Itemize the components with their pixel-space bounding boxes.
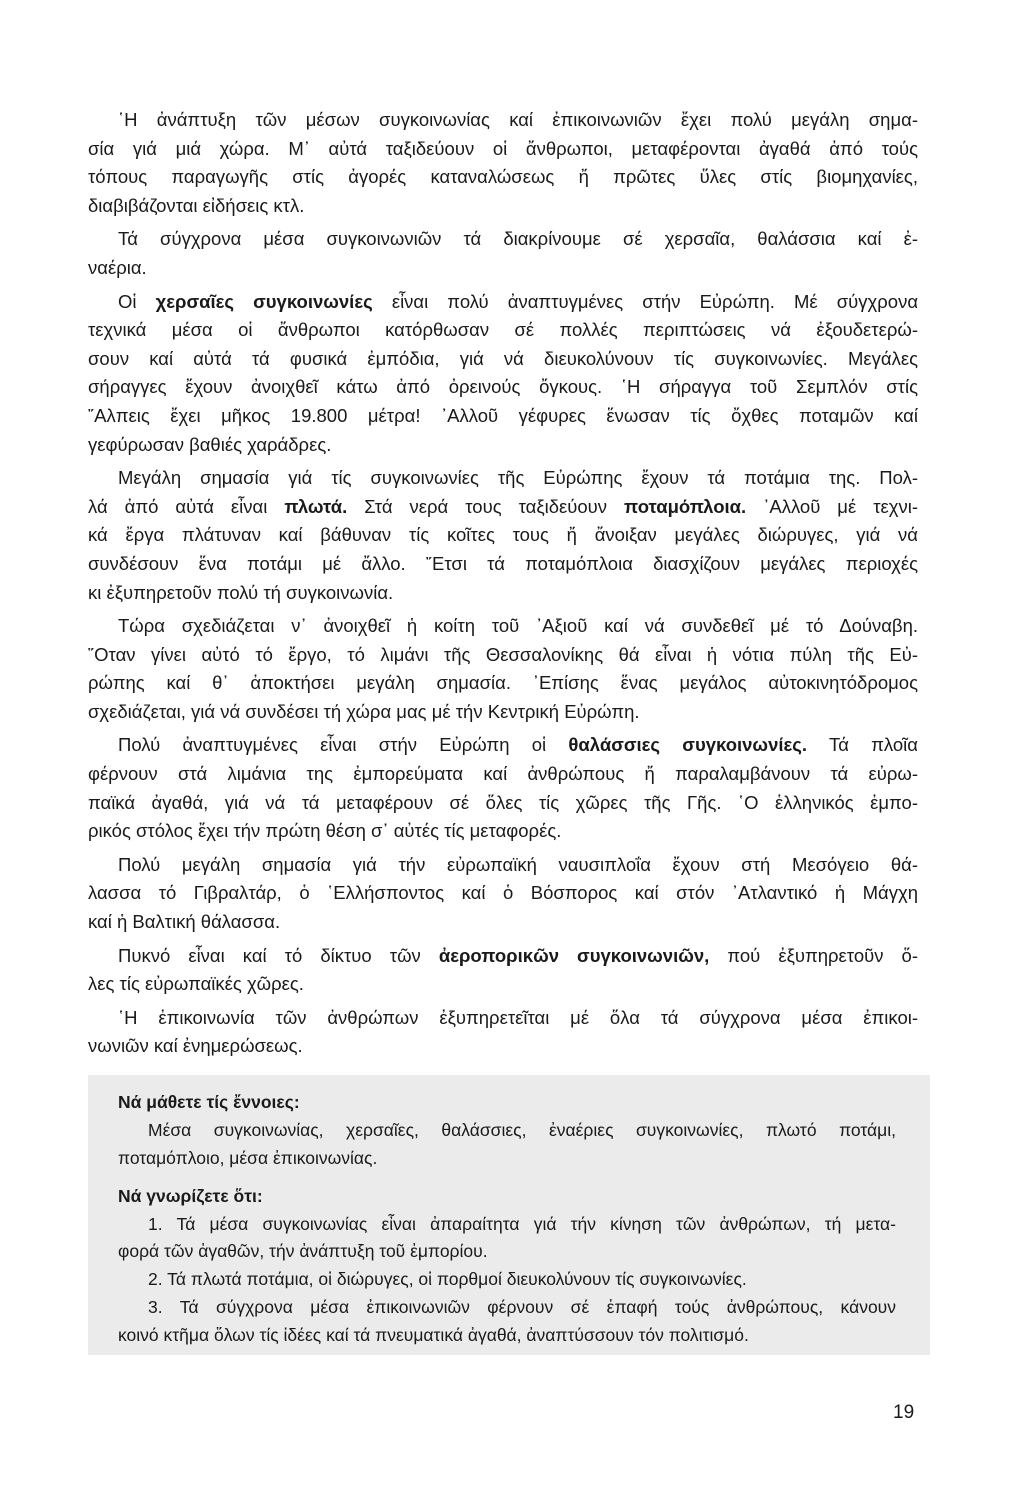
bold-term: πλωτά. [284, 495, 348, 517]
text-run: ναέρια. [88, 256, 147, 278]
text-line [88, 431, 918, 460]
know-that-heading: Νά γνωρίζετε ὅτι: [118, 1185, 263, 1206]
text-line [88, 464, 918, 493]
text-line [88, 612, 918, 641]
text-run: φορά τῶν ἀγαθῶν, τήν ἀνάπτυξη τοῦ ἐμπορίου. [118, 1241, 488, 1262]
text-run: νωνιῶν καί ἐνημερώσεως. [88, 1035, 303, 1057]
paragraph [88, 106, 918, 220]
text-run: ῎Αλπεις ἔχει μῆκος 19.800 μέτρα! ᾿Αλλοῦ γέφυρες ἕνωσαν τίς ὄχθες ποταμῶν καί [88, 404, 918, 426]
text-run: διαβιβάζονται εἰδήσεις κτλ. [88, 194, 305, 216]
text-line [118, 1211, 896, 1239]
text-line [88, 908, 918, 937]
text-line [88, 163, 918, 192]
text-line [118, 1238, 896, 1266]
text-run: σχεδιάζεται, γιά νά συνδέσει τή χώρα μας μέ τήν Κεντρική Εὐρώπη. [88, 700, 640, 722]
text-run: ᾿Αλλοῦ μέ τεχνι- [746, 495, 918, 517]
text-run: καί ἡ Βαλτική θάλασσα. [88, 911, 281, 933]
text-line [88, 698, 918, 727]
text-line [88, 942, 918, 971]
text-line [118, 1294, 896, 1322]
text-run: Πολύ ἀναπτυγμένες εἶναι στήν Εὐρώπη οἱ [118, 734, 569, 756]
paragraph [88, 464, 918, 607]
text-line [118, 1117, 896, 1145]
text-line [88, 879, 918, 908]
body-text [88, 106, 918, 1066]
text-line [88, 493, 918, 522]
know-that-list [118, 1211, 896, 1350]
text-line [88, 1032, 918, 1061]
text-run: Μεγάλη σημασία γιά τίς συγκοινωνίες τῆς Εὐρώπης ἔχουν τά ποτάμια της. Πολ- [118, 467, 918, 489]
text-run: ποταμόπλοιο, μέσα ἐπικοινωνίας. [118, 1147, 378, 1168]
learn-concepts-heading: Νά μάθετε τίς ἔννοιες: [118, 1092, 300, 1112]
text-run: εἶναι πολύ ἀναπτυγμένες στήν Εὐρώπη. Μέ σύγχρονα [372, 290, 919, 312]
bold-term: ἀεροπορικῶν συγκοινωνιῶν, [438, 944, 710, 966]
page-number: 19 [893, 1402, 915, 1423]
text-line [88, 731, 918, 760]
text-run: παϊκά ἀγαθά, γιά νά τά μεταφέρουν σέ ὅλες τίς χῶρες τῆς Γῆς. ῾Ο ἑλληνικός ἐμπο- [88, 791, 918, 813]
text-run: ρικός στόλος ἔχει τήν πρώτη θέση σ᾿ αὐτές τίς μεταφορές. [88, 820, 562, 842]
text-run: 3. Τά σύγχρονα μέσα ἐπικοινωνιῶν φέρνουν σέ ἐπαφή τούς ἀνθρώπους, κάνουν [148, 1296, 896, 1317]
text-line [88, 817, 918, 846]
text-run: ῾Η ἐπικοινωνία τῶν ἀνθρώπων ἐξυπηρετεῖται μέ ὅλα τά σύγχρονα μέσα ἐπικοι- [118, 1006, 918, 1028]
paragraph [88, 851, 918, 937]
concepts-paragraph [118, 1117, 896, 1173]
text-run: λά ἀπό αὐτά εἶναι [88, 495, 285, 517]
text-line [88, 316, 918, 345]
text-run: Στά νερά τους ταξιδεύουν [347, 495, 625, 517]
bold-term: ποταμόπλοια. [624, 495, 747, 517]
text-line [118, 1322, 896, 1350]
text-run: ῞Οταν γίνει αὐτό τό ἔργο, τό λιμάνι τῆς Θεσσαλονίκης θά εἶναι ἡ νότια πύλη τῆς Εὐ- [88, 643, 918, 665]
text-line [118, 1145, 896, 1173]
text-line [88, 373, 918, 402]
text-run: σία γιά μιά χώρα. Μ᾿ αὐτά ταξιδεύουν οἱ ἄνθρωποι, μεταφέρονται ἀγαθά ἀπό τούς [88, 137, 918, 159]
text-run: 1. Τά μέσα συγκοινωνίας εἶναι ἀπαραίτητα γιά τήν κίνηση τῶν ἀνθρώπων, τή μετα- [148, 1213, 896, 1234]
text-line [88, 288, 918, 317]
text-run: 2. Τά πλωτά ποτάμια, οἱ διώρυγες, οἱ πορθμοί διευκολύνουν τίς συγκοινωνίες. [148, 1269, 747, 1290]
text-run: Μέσα συγκοινωνίας, χερσαῖες, θαλάσσιες, ἐναέριες συγκοινωνίες, πλωτό ποτάμι, [148, 1120, 896, 1140]
summary-box [88, 1075, 930, 1355]
text-line [88, 225, 918, 254]
paragraph [88, 288, 918, 460]
learn-concepts-list [118, 1117, 896, 1173]
text-line [88, 254, 918, 283]
text-run: γεφύρωσαν βαθιές χαράδρες. [88, 433, 332, 455]
text-run: Οἱ [118, 290, 156, 312]
text-line [88, 970, 918, 999]
text-run: συνδέσουν ἕνα ποτάμι μέ ἄλλο. ῎Ετσι τά ποταμόπλοια διασχίζουν μεγάλες περιοχές [88, 552, 918, 574]
text-line [88, 192, 918, 221]
text-line [118, 1266, 896, 1294]
text-run: φέρνουν στά λιμάνια της ἐμπορεύματα καί ἀνθρώπους ἤ παραλαμβάνουν τά εὐρω- [88, 763, 918, 785]
text-run: σήραγγες ἔχουν ἀνοιχθεῖ κάτω ἀπό ὀρεινούς ὄγκους. ῾Η σήραγγα τοῦ Σεμπλόν στίς [88, 376, 918, 398]
paragraph [88, 612, 918, 726]
text-run: Τώρα σχεδιάζεται ν᾿ ἀνοιχθεῖ ἡ κοίτη τοῦ ᾿Αξιοῦ καί νά συνδεθεῖ μέ τό Δούναβη. [118, 615, 918, 637]
bold-term: θαλάσσιες συγκοινωνίες. [568, 734, 808, 756]
text-run: ρώπης καί θ᾿ ἀποκτήσει μεγάλη σημασία. ᾿Επίσης ἕνας μεγάλος αὐτοκινητόδρομος [88, 672, 918, 694]
text-line [88, 345, 918, 374]
know-item [118, 1266, 896, 1294]
text-run: λες τίς εὐρωπαϊκές χῶρες. [88, 973, 304, 995]
text-line [88, 550, 918, 579]
text-run: σουν καί αὐτά τά φυσικά ἐμπόδια, γιά νά διευκολύνουν τίς συγκοινωνίες. Μεγάλες [88, 347, 918, 369]
text-run: Πυκνό εἶναι καί τό δίκτυο τῶν [118, 944, 439, 966]
text-line [88, 106, 918, 135]
text-run: Τά πλοῖα [807, 734, 918, 756]
text-run: τόπους παραγωγῆς στίς ἀγορές καταναλώσεως ἤ πρῶτες ὕλες στίς βιομηχανίες, [88, 166, 918, 188]
text-line [88, 135, 918, 164]
text-line [88, 1004, 918, 1033]
text-run: κοινό κτῆμα ὅλων τίς ἰδέες καί τά πνευματικά ἀγαθά, ἀναπτύσσουν τόν πολιτισμό. [118, 1324, 749, 1345]
paragraph [88, 731, 918, 845]
text-line [88, 851, 918, 880]
text-run: Πολύ μεγάλη σημασία γιά τήν εὐρωπαϊκή ναυσιπλοΐα ἔχουν στή Μεσόγειο θά- [118, 853, 918, 875]
bold-term: χερσαῖες συγκοινωνίες [155, 290, 373, 312]
text-line [88, 579, 918, 608]
text-line [88, 402, 918, 431]
text-line [88, 669, 918, 698]
text-run: ῾Η ἀνάπτυξη τῶν μέσων συγκοινωνίας καί ἐπικοινωνιῶν ἔχει πολύ μεγάλη σημα- [118, 109, 918, 130]
text-run: τεχνικά μέσα οἱ ἄνθρωποι κατόρθωσαν σέ πολλές περιπτώσεις νά ἐξουδετερώ- [88, 319, 918, 341]
text-line [88, 789, 918, 818]
text-run: κι ἐξυπηρετοῦν πολύ τή συγκοινωνία. [88, 581, 394, 603]
know-item [118, 1211, 896, 1267]
text-run: λασσα τό Γιβραλτάρ, ὁ ῾Ελλήσποντος καί ὁ Βόσπορος καί στόν ᾿Ατλαντικό ἡ Μάγχη [88, 882, 918, 904]
paragraph [88, 225, 918, 282]
text-run: κά ἔργα πλάτυναν καί βάθυναν τίς κοῖτες τους ἤ ἄνοιξαν μεγάλες διώρυγες, γιά νά [88, 524, 918, 546]
text-line [88, 521, 918, 550]
paragraph [88, 942, 918, 999]
text-run: Τά σύγχρονα μέσα συγκοινωνιῶν τά διακρίνουμε σέ χερσαῖα, θαλάσσια καί ἐ- [118, 228, 918, 250]
text-line [88, 641, 918, 670]
know-item [118, 1294, 896, 1350]
paragraph [88, 1004, 918, 1061]
text-line [88, 760, 918, 789]
text-run: πού ἐξυπηρετοῦν ὅ- [709, 944, 918, 966]
